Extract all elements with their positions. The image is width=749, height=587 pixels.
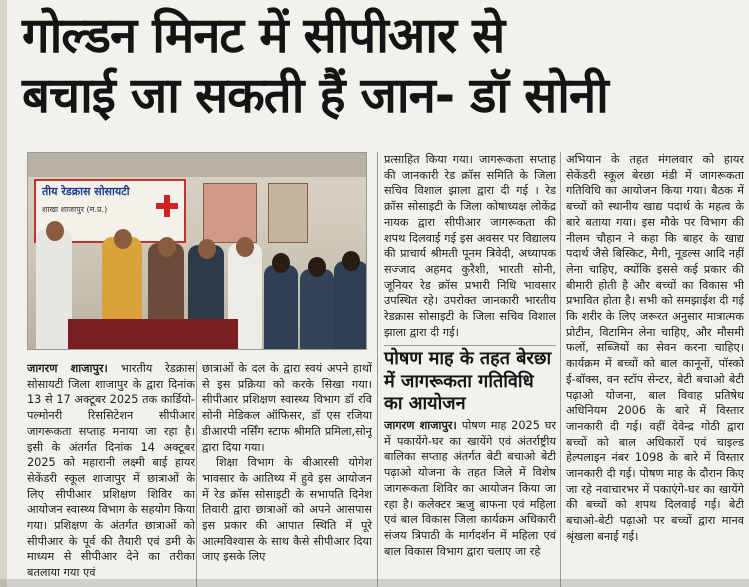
banner-subtitle: शाखा शाजापुर (म.प्र.) bbox=[42, 205, 108, 214]
article-column-2 bbox=[202, 361, 372, 587]
dateline: जागरण शाजापुर। bbox=[27, 362, 121, 375]
news-photo bbox=[27, 152, 367, 350]
column-rule bbox=[196, 361, 197, 587]
person-figure bbox=[36, 229, 72, 349]
body-text: भारतीय रेडक्रास सोसायटी जिला शाजापुर के द्वारा दिनांक 13 से 17 अक्टूबर 2025 तक कार्डियो-पल्मोनरी रिससिटेशन सीपीआर जागरूकता सप्ताह मनाया जा रहा है। इसी के अंतर्गत दिनांक 14 अक्टूबर 2025 को महारानी लक्ष्मी बाई हायर सेकेंडरी स्कूल शाजापुर में छात्राओं के लिए सीपीआर प्रशिक्षण शिविर का आयोजन स्वास्थ्य विभाग के सहयोग किया गया। प्रशिक्षण के अंतर्गत छात्राओं को सीपीआर के पूर्व की तैयारी एवं डमी के माध्यम से सीपीआर देने का तरीका बतलाया गया एवं bbox=[27, 362, 195, 580]
person-head bbox=[236, 237, 254, 257]
person-head bbox=[46, 221, 64, 241]
student-head bbox=[308, 257, 326, 277]
wall-poster bbox=[268, 183, 308, 243]
article-2-headline: पोषण माह के तहत बेरछा में जागरूकता गतिविधि का आयोजन bbox=[384, 348, 552, 414]
body-text: पोषण माह 2025 घर में पकायेंगे-घर का खायेंगे एवं अंतर्राष्ट्रीय बालिका सप्ताह अंतर्गत बेटी बचाओ बेटी पढ़ाओ योजना के तहत जिले में विशेष जागरूकता शिविर का आयोजन किया जा रहा है। कलेक्टर ऋजु बाफना एवं महिला एवं बाल विकास जिला कार्यक्रम अधिकारी संजय त्रिपाठी के मार्गदर्शन में महिला एवं बाल विकास विभाग द्वारा चलाए जा रहे bbox=[384, 419, 556, 558]
student-head bbox=[272, 253, 290, 273]
dateline: जागरण शाजापुर। bbox=[384, 419, 462, 432]
student-figure bbox=[300, 269, 334, 349]
body-text: अभियान के तहत मंगलवार को हायर सेकेंडरी स्कूल बेरछा मंडी में जागरूकता गतिविधि का आयोजन किया गया। बैठक में बच्चों को स्थानीय खाद्य पदार्थ के महत्व के बारे बताया गया। इस मौके पर विभाग की नीलम चौहान ने कहा कि बाहर के खाद्य पदार्थ जैसे बिस्किट, मैगी, नूडल्स आदि नहीं लेना चाहिए, क्योंकि इससे कई प्रकार की बीमारी होती है और बच्चों का विकास भी प्रभावित होता है। सभी को समझाईश दी गई कि शरीर के लिए जरूरत अनुसार मात्रात्मक प्रोटीन, विटामिन लेना चाहिए, और मौसमी फलों, सब्जियों का सेवन करना चाहिए। कार्यक्रम में बच्चों को बाल कानूनों, पॉस्को ई-बॉक्स, वन स्टॉप सेन्टर, बेटी बचाओ बेटी पढ़ाओ योजना, बाल विवाह प्रतिषेध अधिनियम 2006 के बारे में विस्तार जानकारी दी गई। वहीं देवेन्द्र गोठी द्वारा बच्चों को बाल अधिकारों एवं चाइल्ड हेल्पलाइन नंबर 1098 के बारे में विस्तार जानकारी दी गई। पोषण माह के दौरान किए जा रहे नवाचारभर में पकाएंगे-घर का खायेंगे की बच्चों को शपथ दिलवाई गई। बेटी बचाओ-बेटी पढ़ाओ पर बच्चों द्वारा मानव श्रृंखला बनाई गई। bbox=[566, 153, 744, 543]
person-head bbox=[198, 239, 216, 259]
column-rule bbox=[377, 152, 378, 587]
column-rule bbox=[560, 152, 561, 587]
cloth-covered-table bbox=[68, 319, 238, 349]
article-2-column-2 bbox=[566, 152, 744, 587]
red-cross-icon bbox=[156, 195, 178, 217]
adjacent-column-edge bbox=[0, 0, 7, 587]
article-column-3 bbox=[384, 152, 556, 344]
student-head bbox=[342, 251, 360, 271]
headline-line-1: गोल्डन मिनट में सीपीआर से bbox=[22, 7, 505, 64]
student-figure bbox=[334, 261, 367, 349]
banner-title: तीय रेडक्रास सोसायटी bbox=[42, 185, 130, 198]
body-text: प्रत्साहित किया गया। जागरूकता सप्ताह की जानकारी रेड क्रॉस समिति के जिला सचिव विशाल झाला द्वारा दी गई । रेड क्रॉस सोसाइटी के जिला कोषाध्यक्ष लोकेंद्र नायक द्वारा सीपीआर जागरूकता की शपथ दिलवाई गई इस अवसर पर विद्यालय की प्राचार्य श्रीमती पूनम त्रिवेदी, अध्यापक सज्जाद अहमद कुरैशी, भारती सोनी, जूनियर रेड क्रॉस प्रभारी निधि भावसार उपस्थित रहे। उपरोक्त जानकारी भारतीय रेडक्रास सोसाइटी के जिला सचिव विशाल झाला द्वारा दी गई। bbox=[384, 153, 556, 339]
headline-line-2: बचाई जा सकती हैं जान- डॉ सोनी bbox=[22, 67, 608, 124]
student-figure bbox=[264, 265, 298, 349]
person-head bbox=[114, 229, 132, 249]
person-head bbox=[158, 237, 176, 257]
wall-poster bbox=[203, 183, 257, 243]
main-headline bbox=[22, 6, 742, 126]
article-2-column-1 bbox=[384, 418, 556, 587]
body-paragraph: छात्राओं के दल के द्वारा स्वयं अपने हाथों से इस प्रक्रिया को करके सिखा गया। सीपीआर प्रशिक्षण स्वास्थ्य विभाग डॉ रवि सोनी मेडिकल ऑफिसर, डॉ एस रजिया डीआरपी नर्सिंग स्टाफ श्रीमति प्रमिला,सोनू द्वारा दिया गया। bbox=[202, 362, 372, 454]
section-rule bbox=[384, 345, 556, 346]
article-column-1 bbox=[27, 361, 195, 587]
body-paragraph: शिक्षा विभाग के बीआरसी योगेश भावसार के आतिथ्य में हुवे इस आयोजन में रेड क्रॉस सोसाइटी के सभापति दिनेश तिवारी द्वारा छात्राओं को अपने आसपास इस प्रकार की आपात स्थिति में पूरे आत्मविश्वास के साथ कैसे सीपीआर दिया जाए इसके लिए bbox=[202, 456, 372, 564]
photo-ceiling bbox=[28, 153, 366, 177]
next-article-edge bbox=[0, 579, 749, 587]
